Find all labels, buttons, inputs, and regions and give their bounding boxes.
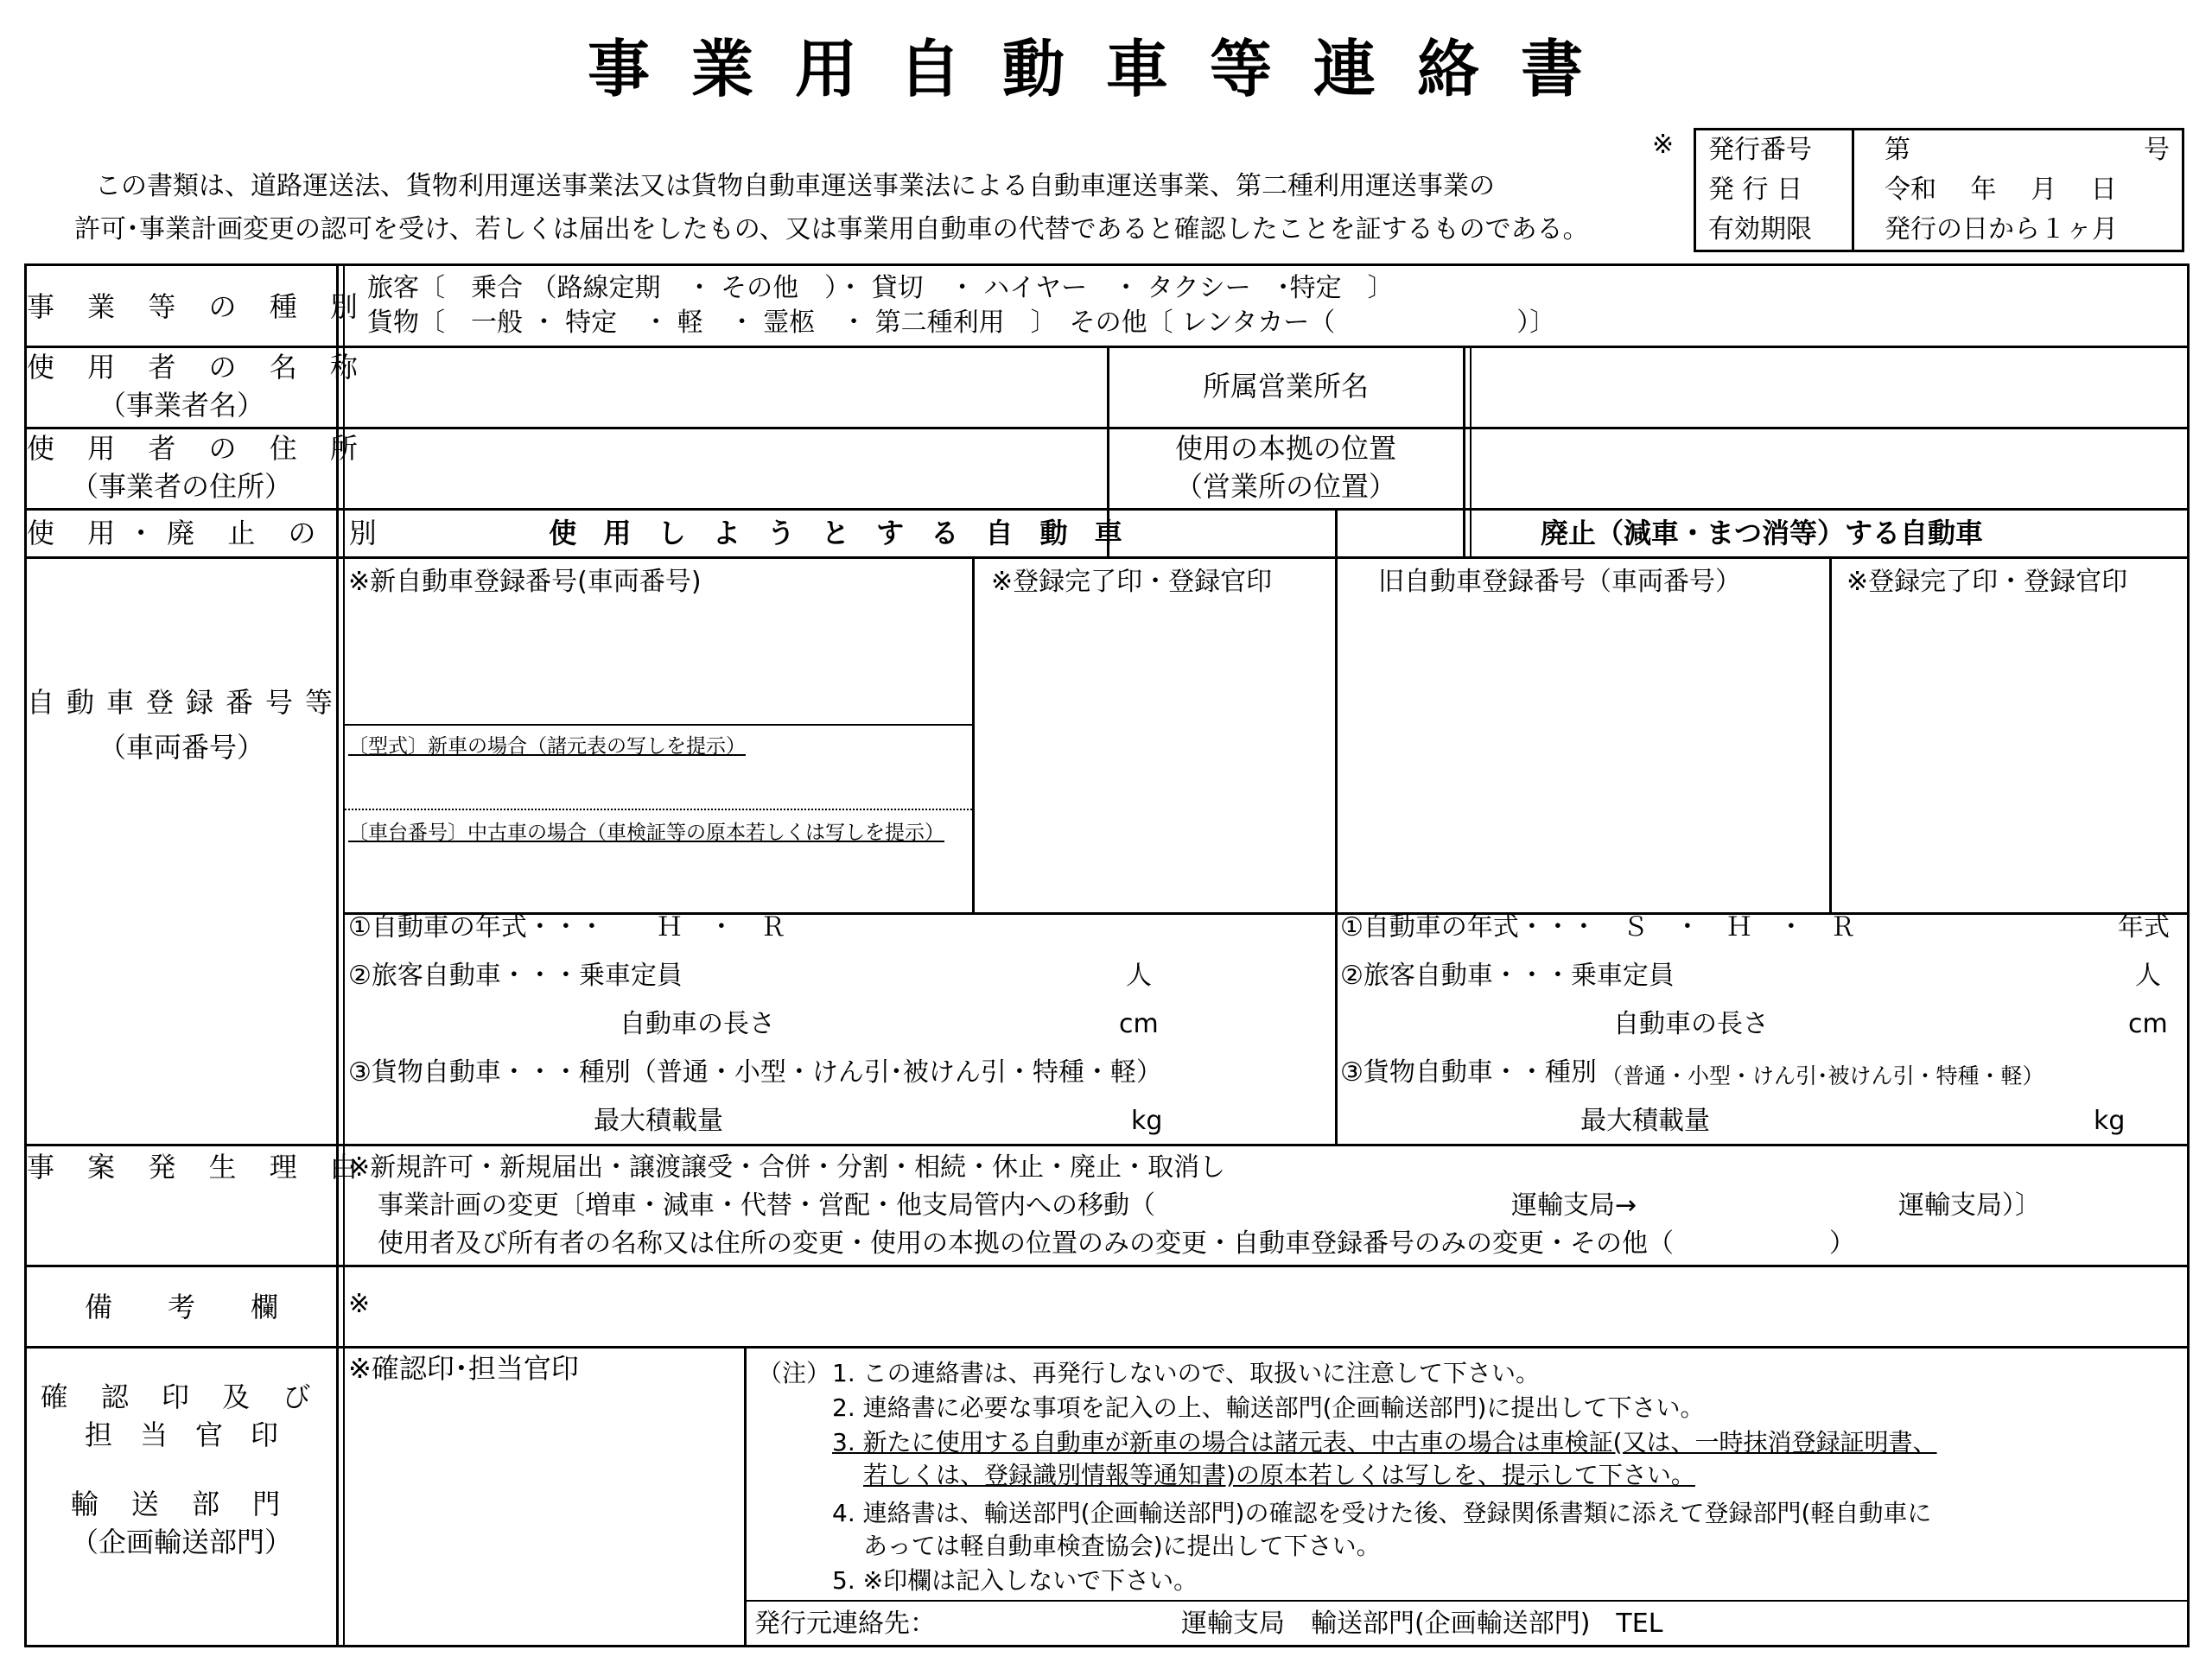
old-cargo-type-label: ③貨物自動車・・種別 (1340, 1057, 1597, 1088)
label-reg-no-sub: （車両番号） (98, 731, 264, 764)
new-capacity-label: ②旅客自動車・・・乗車定員 (348, 961, 683, 991)
old-year-unit: 年式 (2118, 912, 2170, 942)
reason-line-2-end: 運輸支局）〕 (1898, 1190, 2041, 1221)
form-title: 事業用自動車等連絡書 (587, 33, 1624, 105)
new-max-load-label: 最大積載量 (594, 1106, 723, 1136)
old-max-load-unit: kg (2094, 1106, 2126, 1136)
label-user-name: 使 用 者 の 名 称 (27, 351, 370, 384)
issue-date-value: 令和 年 月 日 (1885, 175, 2117, 205)
old-year-label: ①自動車の年式・・・ Ｓ ・ Ｈ ・ Ｒ (1340, 912, 1856, 942)
old-capacity-unit: 人 (2135, 961, 2161, 991)
old-reg-no-label: 旧自動車登録番号（車両番号） (1378, 567, 1741, 597)
new-seal-label: ※登録完了印・登録官印 (991, 567, 1273, 597)
label-office-name: 所属営業所名 (1202, 370, 1369, 403)
new-max-load-unit: kg (1131, 1106, 1163, 1136)
issue-info-box (1694, 128, 2184, 252)
label-reason: 事 案 発 生 理 由 (27, 1151, 370, 1184)
label-use-vehicle: 使 用 し よ う と す る 自 動 車 (549, 517, 1131, 549)
new-reg-no-label: ※新自動車登録番号(車両番号) (348, 567, 702, 597)
note-4b: あっては軽自動車検査協会)に提出して下さい。 (863, 1532, 1381, 1560)
note-1: 1. この連絡書は、再発行しないので、取扱いに注意して下さい。 (832, 1359, 1541, 1387)
chassis-no-label: 〔車台番号〕中古車の場合（車検証等の原本若しくは写しを提示） (348, 822, 944, 844)
label-user-name-sub: （事業者名） (98, 389, 264, 422)
label-business-type: 事 業 等 の 種 別 (27, 290, 370, 323)
notes-head: （注） (758, 1359, 831, 1387)
validity-label: 有効期限 (1708, 214, 1812, 244)
new-capacity-unit: 人 (1126, 961, 1152, 991)
note-4a: 4. 連絡書は、輸送部門(企画輸送部門)の確認を受けた後、登録関係書類に添えて登録部門(軽自動車に (832, 1499, 1932, 1527)
validity-row (1696, 210, 2182, 250)
intro-line-1: この書類は、道路運送法、貨物利用運送事業法又は貨物自動車運送事業法による自動車運送事業、第二種利用運送事業の (95, 171, 1495, 201)
new-cargo-type-label: ③貨物自動車・・・種別（普通・小型・けん引･被けん引・特種・軽） (348, 1057, 1162, 1088)
reason-line-2: 事業計画の変更〔増車・減車・代替・営配・他支局管内への移動（ (378, 1190, 1155, 1221)
old-capacity-label: ②旅客自動車・・・乗車定員 (1340, 961, 1675, 991)
intro-mark: ※ (1652, 130, 1675, 160)
note-3a: 3. 新たに使用する自動車が新車の場合は諸元表、中古車の場合は車検証(又は、一時抹消登録証明書、 (832, 1428, 1937, 1456)
main-form-table (24, 263, 2190, 1647)
issue-number-label: 発行番号 (1708, 135, 1812, 165)
label-confirm-2: 担 当 官 印 (84, 1418, 278, 1451)
old-seal-label: ※登録完了印・登録官印 (1847, 567, 2128, 597)
old-cargo-type-options: （普通・小型・けん引･被けん引・特種・軽） (1601, 1063, 2044, 1088)
label-confirm-1: 確 認 印 及 び (40, 1380, 323, 1413)
business-type-cargo: 貨物〔 一般 ・ 特定 ・ 軽 ・ 霊柩 ・ 第二種利用 〕 その他〔 レンタカー（ ）〕 (367, 308, 1556, 338)
new-year-label: ①自動車の年式・・・ Ｈ ・ Ｒ (348, 912, 786, 942)
label-abolish-vehicle: 廃止（減車・まつ消等）する自動車 (1540, 517, 1983, 549)
label-user-address: 使 用 者 の 住 所 (27, 432, 370, 465)
label-reg-no: 自動車登録番号等 (27, 686, 346, 719)
issue-number-prefix: 第 (1885, 135, 1910, 165)
old-length-label: 自動車の長さ (1613, 1009, 1769, 1039)
model-type-label: 〔型式〕新車の場合（諸元表の写しを提示） (348, 735, 746, 758)
contact-label: 発行元連絡先： (754, 1609, 936, 1639)
business-type-passenger: 旅客〔 乗合 （路線定期 ・ その他 ）・ 貸切 ・ ハイヤー ・ タクシー ･特定 〕 (367, 273, 1394, 303)
validity-value: 発行の日から１ヶ月 (1885, 214, 2118, 244)
label-confirm-3: 輸 送 部 門 (70, 1488, 293, 1520)
label-user-address-sub: （事業者の住所） (70, 470, 292, 503)
contact-value: 運輸支局 輸送部門(企画輸送部門) TEL (1181, 1609, 1663, 1639)
note-2: 2. 連絡書に必要な事項を記入の上、輸送部門(企画輸送部門)に提出して下さい。 (832, 1393, 1705, 1422)
label-use-abolish: 使 用・廃 止 の 別 (27, 517, 389, 549)
note-3b: 若しくは、登録識別情報等通知書)の原本若しくは写しを、提示して下さい。 (863, 1461, 1695, 1489)
issue-date-label: 発 行 日 (1708, 175, 1803, 205)
label-base-location-sub: （営業所の位置） (1174, 470, 1396, 503)
confirm-seal-label: ※確認印･担当官印 (348, 1352, 579, 1385)
new-length-unit: cm (1119, 1009, 1159, 1039)
old-max-load-label: 最大積載量 (1580, 1106, 1710, 1136)
old-length-unit: cm (2128, 1009, 2168, 1039)
issue-number-suffix: 号 (2144, 135, 2170, 165)
note-5: 5. ※印欄は記入しないで下さい。 (832, 1566, 1198, 1595)
remarks-mark: ※ (348, 1289, 371, 1319)
reason-line-1: ※新規許可・新規届出・譲渡譲受・合併・分割・相続・休止・廃止・取消し (348, 1152, 1226, 1183)
label-base-location: 使用の本拠の位置 (1174, 432, 1396, 465)
reason-line-3: 使用者及び所有者の名称又は住所の変更・使用の本拠の位置のみの変更・自動車登録番号のみの変更・その他（ ） (378, 1228, 1855, 1259)
reason-line-2-transfer: 運輸支局→ (1511, 1190, 1637, 1221)
label-confirm-4: （企画輸送部門） (70, 1526, 292, 1558)
label-remarks: 備 考 欄 (84, 1291, 278, 1323)
intro-line-2: 許可･事業計画変更の認可を受け、若しくは届出をしたもの、又は事業用自動車の代替であると確認したことを証するものである。 (74, 214, 1589, 244)
issue-date-row (1696, 170, 2182, 210)
new-length-label: 自動車の長さ (620, 1009, 775, 1039)
issue-number-row (1696, 130, 2182, 170)
